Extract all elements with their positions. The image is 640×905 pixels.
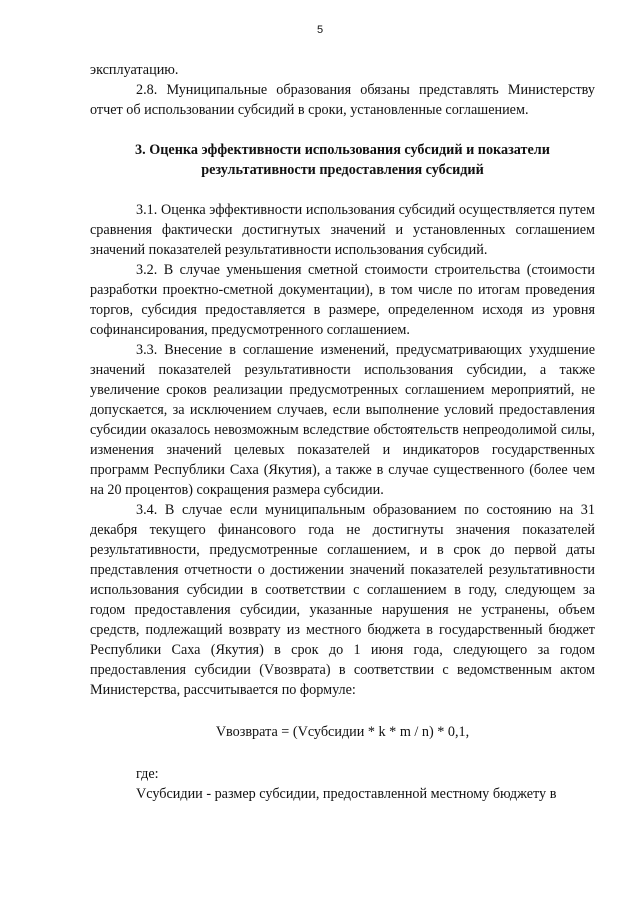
paragraph-2-8: 2.8. Муниципальные образования обязаны представлять Министерству отчет об использовании субсидий в сроки, установленные соглашением. bbox=[90, 82, 595, 118]
where-label: где: bbox=[136, 766, 159, 782]
section-3-title bbox=[90, 140, 595, 180]
section-title-line-2: результативности предоставления субсидий bbox=[201, 162, 484, 178]
paragraph-3-2: 3.2. В случае уменьшения сметной стоимости строительства (стоимости разработки проектно-сметной документации), в том числе по итогам проведения торгов, субсидия предоставляется в размере, определенном исходя из уровня софинансирования, предусмотренного соглашением. bbox=[90, 262, 595, 338]
return-formula: Vвозврата = (Vсубсидии * k * m / n) * 0,1, bbox=[215, 724, 470, 740]
page-number: 5 bbox=[316, 24, 324, 36]
paragraph-3-4: 3.4. В случае если муниципальным образованием по состоянию на 31 декабря текущего финансового года не достигнуты значения показателей результативности, предусмотренные соглашением, и в срок до первой даты представления отчетности о достижении значений показателей результативности использования субсидии в соответствии с соглашением в году, следующем за годом предоставления субсидии, указанные нарушения не устранены, объем средств, подлежащий возврату из местного бюджета в государственный бюджет Республики Саха (Якутия) в срок до 1 июня года, следующего за годом предоставления субсидии (Vвозврата) в соответствии с ведомственным актом Министерства, рассчитывается по формуле: bbox=[90, 502, 595, 698]
paragraph-3-3: 3.3. Внесение в соглашение изменений, предусматривающих ухудшение значений показателей результативности использования субсидии, а также увеличение сроков реализации предусмотренных соглашением мероприятий, не допускается, за исключением случаев, если выполнение условий предоставления субсидии оказалось невозможным вследствие обстоятельств непреодолимой силы, изменения значений целевых показателей и индикаторов государственных программ Республики Саха (Якутия), а также в случае существенного (более чем на 20 процентов) сокращения размера субсидии. bbox=[90, 342, 595, 498]
document-body bbox=[90, 60, 595, 804]
paragraph-3-1: 3.1. Оценка эффективности использования субсидий осуществляется путем сравнения фактически достигнутых значений и установленных соглашением значений показателей результативности использования субсидий. bbox=[90, 202, 595, 258]
paragraph-continuation: эксплуатацию. bbox=[90, 62, 179, 78]
section-title-line-1: 3. Оценка эффективности использования субсидий и показатели bbox=[135, 142, 550, 158]
definition-vsubsidii: Vсубсидии - размер субсидии, предоставленной местному бюджету в bbox=[136, 786, 557, 802]
